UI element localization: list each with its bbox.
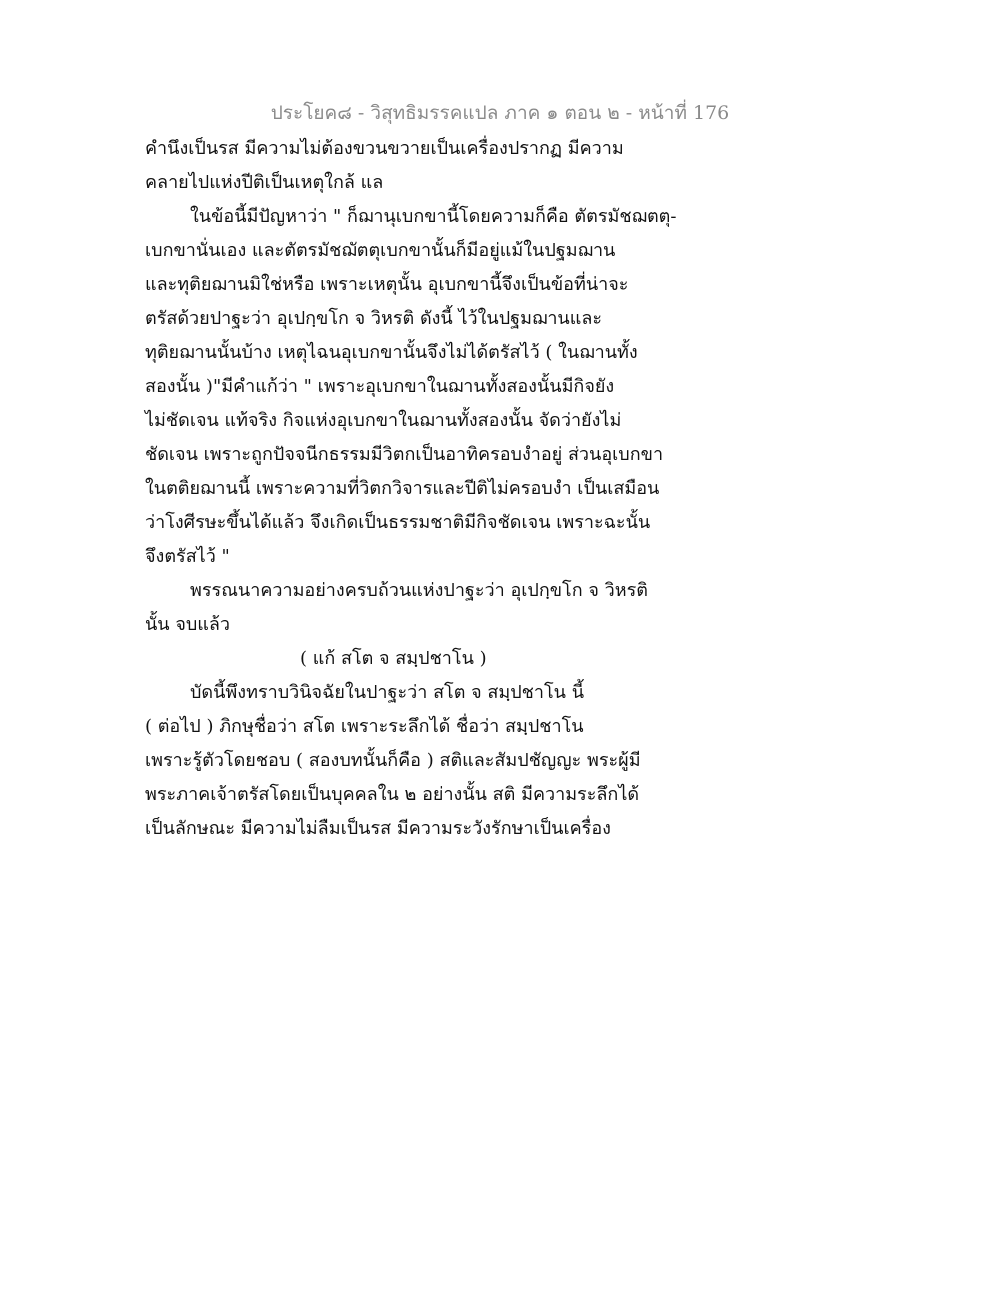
text-line: ( ต่อไป ) ภิกษุชื่อว่า สโต เพราะระลึกได้ ชื่อว่า สมฺปชาโน bbox=[145, 716, 584, 737]
text-line: ทุติยฌานนั้นบ้าง เหตุไฉนอุเบกขานั้นจึงไม่ได้ตรัสไว้ ( ในฌานทั้ง bbox=[145, 342, 638, 363]
text-line: พรรณนาความอย่างครบถ้วนแห่งปาฐะว่า อุเปกฺขโก จ วิหรติ bbox=[190, 580, 648, 601]
text-line: สองนั้น )"มีคำแก้ว่า " เพราะอุเบกขาในฌานทั้งสองนั้นมีกิจยัง bbox=[145, 376, 615, 397]
text-line: เพราะรู้ตัวโดยชอบ ( สองบทนั้นก็คือ ) สติและสัมปชัญญะ พระผู้มี bbox=[145, 750, 641, 771]
page-header: ประโยค๘ - วิสุทธิมรรคแปล ภาค ๑ ตอน ๒ - หน้าที่ 176 bbox=[270, 102, 730, 124]
text-line: ตรัสด้วยปาฐะว่า อุเปกฺขโก จ วิหรติ ดังนี้ ไว้ในปฐมฌานและ bbox=[145, 308, 603, 329]
text-line: จึงตรัสไว้ " bbox=[145, 546, 230, 567]
section-heading: ( แก้ สโต จ สมฺปชาโน ) bbox=[300, 648, 487, 669]
text-line: ชัดเจน เพราะถูกปัจจนีกธรรมมีวิตกเป็นอาทิครอบงำอยู่ ส่วนอุเบกขา bbox=[145, 444, 664, 465]
text-line: คลายไปแห่งปีติเป็นเหตุใกล้ แล bbox=[145, 172, 384, 193]
body-text bbox=[145, 132, 677, 846]
text-line: เบกขานั่นเอง และตัตรมัชฌัตตุเบกขานั้นก็มีอยู่แม้ในปฐมฌาน bbox=[145, 240, 616, 261]
text-line: ไม่ชัดเจน แท้จริง กิจแห่งอุเบกขาในฌานทั้งสองนั้น จัดว่ายังไม่ bbox=[145, 410, 622, 431]
text-line: และทุติยฌานมิใช่หรือ เพราะเหตุนั้น อุเบกขานี้จึงเป็นข้อที่น่าจะ bbox=[145, 274, 629, 295]
text-line: บัดนี้พึงทราบวินิจฉัยในปาฐะว่า สโต จ สมฺปชาโน นี้ bbox=[190, 682, 585, 703]
text-line: ในตติยฌานนี้ เพราะความที่วิตกวิจารและปีติไม่ครอบงำ เป็นเสมือน bbox=[145, 478, 660, 499]
text-line: ว่าโงศีรษะขึ้นได้แล้ว จึงเกิดเป็นธรรมชาติมีกิจชัดเจน เพราะฉะนั้น bbox=[145, 512, 651, 533]
text-line: ในข้อนี้มีปัญหาว่า " ก็ฌานุเบกขานี้โดยความก็คือ ตัตรมัชฌตตุ- bbox=[190, 206, 677, 227]
text-line: พระภาคเจ้าตรัสโดยเป็นบุคคลใน ๒ อย่างนั้น สติ มีความระลึกได้ bbox=[145, 784, 640, 805]
text-line: เป็นลักษณะ มีความไม่ลืมเป็นรส มีความระวังรักษาเป็นเครื่อง bbox=[145, 818, 611, 839]
text-line: คำนึงเป็นรส มีความไม่ต้องขวนขวายเป็นเครื่องปรากฏ มีความ bbox=[145, 138, 624, 159]
text-line: นั้น จบแล้ว bbox=[145, 614, 231, 635]
